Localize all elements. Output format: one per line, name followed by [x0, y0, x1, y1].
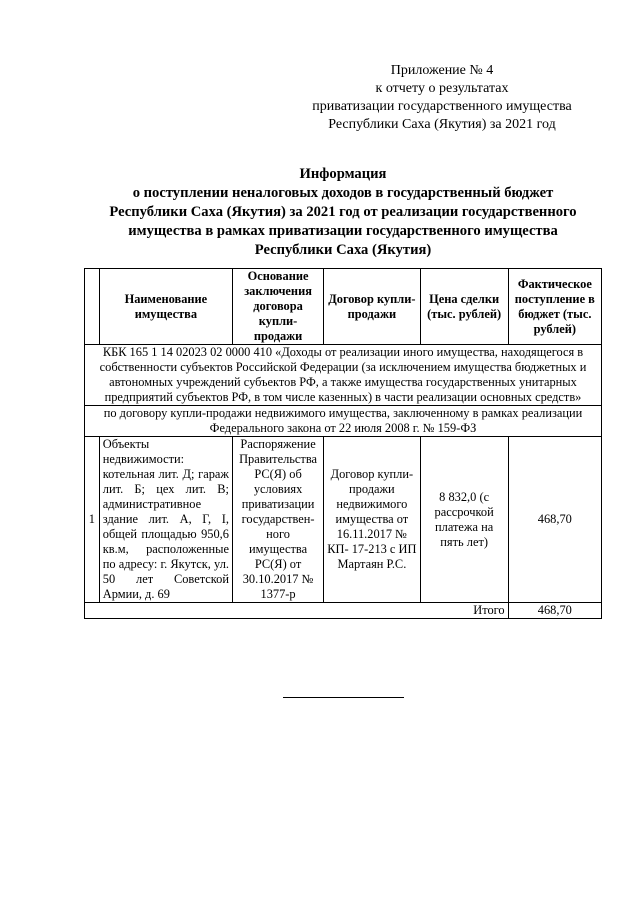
- row-contract: Договор купли-продажи недвижимого имущества от 16.11.2017 № КП- 17-213 с ИП Мартаян Р.С.: [324, 437, 420, 603]
- total-row: [85, 603, 602, 619]
- title-line: о поступлении неналоговых доходов в государственный бюджет: [132, 185, 554, 201]
- row-basis: Распоряжение Правительства РС(Я) об условиях приватизации государствен-ного имущества РС(Я) от 30.10.2017 № 1377-р: [232, 437, 323, 603]
- appendix-number: Приложение № 4: [390, 63, 494, 78]
- appendix-line: к отчету о результатах: [375, 81, 509, 96]
- row-fact: 468,70: [508, 437, 601, 603]
- row-price: 8 832,0 (с рассрочкой платежа на пять лет): [420, 437, 508, 603]
- total-label: Итого: [85, 603, 509, 619]
- row-num: 1: [85, 437, 100, 603]
- kbk-row: [85, 345, 602, 406]
- row-name: Объекты недвижимости: котельная лит. Д; гараж лит. Б; цех лит. В; административное здание лит. А, Г, I, общей площадью 950,6 кв.м, расположенные по адресу: г. Якутск, ул. 50 лет Советской Армии, д. 69: [99, 437, 232, 603]
- revenue-table: [84, 268, 602, 619]
- table-row: [85, 437, 602, 603]
- signature-line: [283, 697, 404, 698]
- header-price: Цена сделки (тыс. рублей): [420, 269, 508, 345]
- header-contract: Договор купли-продажи: [324, 269, 420, 345]
- total-value: 468,70: [508, 603, 601, 619]
- subheader-row: [85, 406, 602, 437]
- title-line: Республики Саха (Якутия) за 2021 год от реализации государственного: [109, 204, 577, 220]
- header-basis: Основание заключения договора купли-продажи: [232, 269, 323, 345]
- appendix-header: [282, 62, 602, 134]
- title-line: Информация: [299, 166, 387, 182]
- header-name: Наименование имущества: [99, 269, 232, 345]
- header-num: [85, 269, 100, 345]
- title-line: имущества в рамках приватизации государственного имущества: [128, 223, 558, 239]
- appendix-line: Республики Саха (Якутия) за 2021 год: [328, 117, 556, 132]
- kbk-cell: КБК 165 1 14 02023 02 0000 410 «Доходы от реализации иного имущества, находящегося в собственности субъектов Российской Федерации (за исключением имущества бюджетных и автономных учреждений субъектов РФ, а также имущества государственных унитарных предприятий субъектов РФ, в том числе казенных) в части реализации основных средств»: [85, 345, 602, 406]
- header-fact: Фактическое поступление в бюджет (тыс. рублей): [508, 269, 601, 345]
- document-title: [88, 165, 598, 260]
- table-header-row: [85, 269, 602, 345]
- subheader-cell: по договору купли-продажи недвижимого имущества, заключенному в рамках реализации Федерального закона от 22 июля 2008 г. № 159-ФЗ: [85, 406, 602, 437]
- title-line: Республики Саха (Якутия): [254, 242, 432, 258]
- appendix-line: приватизации государственного имущества: [312, 99, 572, 114]
